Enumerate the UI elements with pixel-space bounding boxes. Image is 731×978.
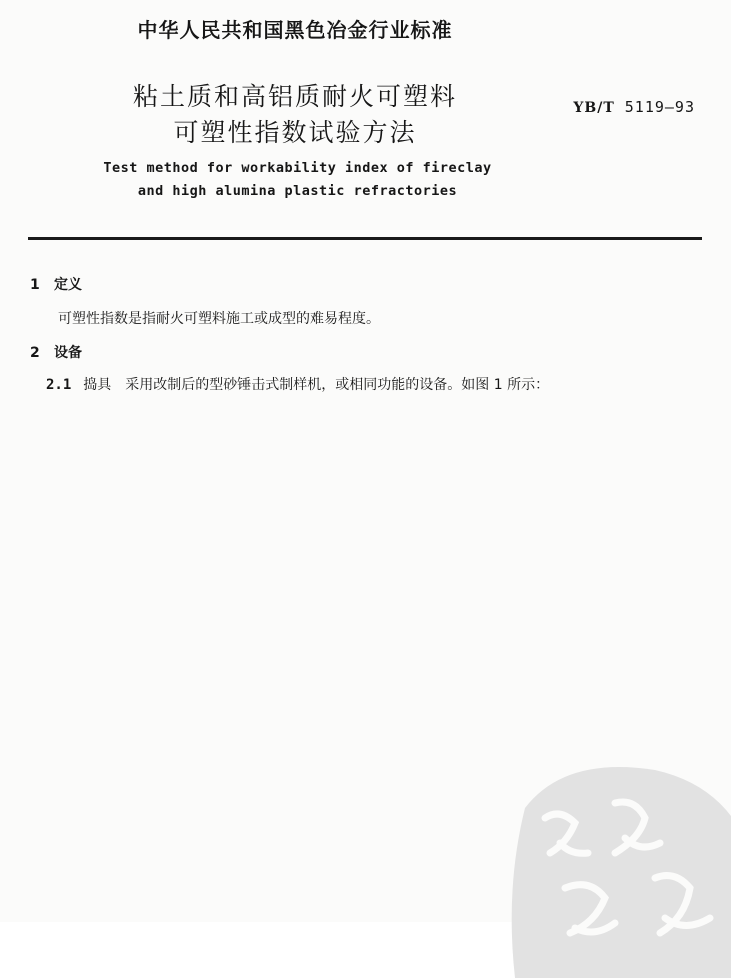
clause-term: 捣具 xyxy=(83,377,112,393)
definition-paragraph: 可塑性指数是指耐火可塑料施工或成型的难易程度。 xyxy=(58,311,380,327)
clause-number: 2.1 xyxy=(46,377,72,393)
standard-title-cn-line2: 可塑性指数试验方法 xyxy=(173,118,417,147)
section-number: 2 xyxy=(30,345,40,361)
clause-text: 采用改制后的型砂锤击式制样机，或相同功能的设备。如图 1 所示： xyxy=(125,377,550,393)
clause-2-1 xyxy=(46,374,549,394)
watermark-seal-icon xyxy=(505,748,731,978)
standard-code xyxy=(573,98,695,116)
header-divider xyxy=(28,237,702,240)
section-number: 1 xyxy=(30,277,40,293)
section-title: 设备 xyxy=(54,345,82,361)
standard-code-prefix: YB/T xyxy=(573,100,615,116)
standard-title-en-line2: and high alumina plastic refractories xyxy=(137,183,458,199)
standard-title-cn-line1: 粘土质和高铝质耐火可塑料 xyxy=(132,82,457,111)
section-title: 定义 xyxy=(54,277,82,293)
issuing-organization-title: 中华人民共和国黑色冶金行业标准 xyxy=(137,18,453,42)
section-heading-definition xyxy=(30,274,82,294)
standard-code-number: 5119—93 xyxy=(624,98,695,116)
standard-title-en-line1: Test method for workability index of fireclay xyxy=(103,160,492,176)
section-heading-equipment xyxy=(30,342,82,362)
